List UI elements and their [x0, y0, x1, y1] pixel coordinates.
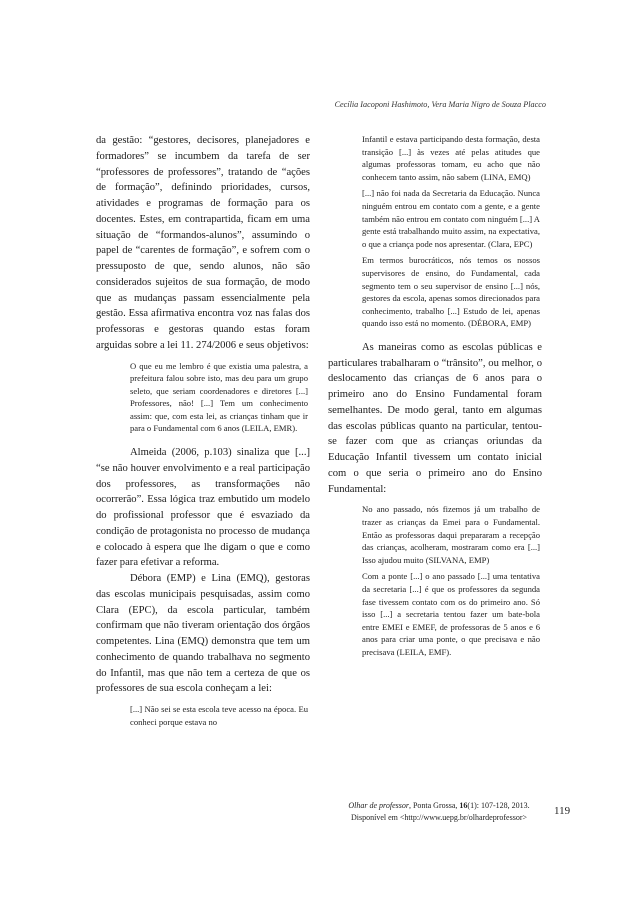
left-column — [96, 133, 310, 728]
quote-text: [...] Não sei se esta escola teve acesso na época. Eu conheci porque estava no — [130, 704, 308, 727]
quote-text: No ano passado, nós fizemos já um trabalho de trazer as crianças da Emei para o Fundamental. Então as professoras daqui prepararam a recepção das crianças, acolheram, mostraram como era [...] Isso ajudou muito (SILVANA, EMP) — [362, 504, 540, 565]
journal-volume: 16 — [459, 801, 468, 810]
right-column — [328, 133, 542, 659]
body-paragraph: As maneiras como as escolas públicas e particulares trabalharam o “trânsito”, ou melhor, o deslocamento das crianças de 6 anos para o primeiro ano do Ensino Fundamental foram semelhantes. De modo geral, tanto em algumas das escolas públicas quanto na particular, tentou-se fazer com que as crianças oriundas da Educação Infantil tivessem um contato inicial com o que seria o primeiro ano do Ensino Fundamental: — [328, 341, 542, 495]
block-quote — [328, 133, 542, 330]
block-quote — [96, 703, 310, 728]
quote-text: Infantil e estava participando desta formação, desta transição [...] às vezes até pelas atitudes que algumas professoras tomam, eu acho que não conhecem tanto assim, não sabem (LINA, EMQ) — [362, 134, 540, 182]
quote-text: Em termos burocráticos, nós temos os nossos supervisores de ensino, do Fundamental, cada segmento tem o seu supervisor de ensino [...] nós, gestores da escola, apenas somos direcionados para conhecimento, trabalho [...] Estudo de lei, apenas quando isso está no momento. (DÉBORA, EMP) — [362, 255, 540, 329]
body-paragraph: Almeida (2006, p.103) sinaliza que [...] “se não houver envolvimento e a real participação dos professores, as transformações não ocorrerão”. Essa lógica traz embutido um modelo do profissional professor que é esvaziado da condição de protagonista no processo de mudança e colocado à espera que lhe digam o que e como fazer para efetivar a reforma. — [96, 447, 310, 569]
journal-location: , Ponta Grossa, — [408, 801, 460, 810]
quote-text: [...] não foi nada da Secretaria da Educação. Nunca ninguém entrou em contato com a gente, e a gente também não entrou em contato com ninguém [...] A gente está trabalhando muito assim, na expectativa, o que a criança pode nos apresentar. (Clara, EPC) — [362, 188, 540, 249]
footer-citation — [333, 800, 545, 824]
body-paragraph: Débora (EMP) e Lina (EMQ), gestoras das escolas municipais pesquisadas, assim como Clara (EPC), da escola particular, também confirmam que não tiveram orientação dos órgãos competentes. Lina (EMQ) demonstra que tem um conhecimento de quando trabalhava no segmento do Infantil, mas que não tem a certeza de que os professores de sua escola conheçam a lei: — [96, 573, 310, 695]
quote-text: Com a ponte [...] o ano passado [...] uma tentativa da secretaria [...] é que os professores da segunda fase tivessem contato com os do primeiro ano. Só isso [...] a secretaria tentou fazer um bate-bola entre EMEI e EMEF, de professoras de 5 anos e 6 anos para criar uma ponte, o que precisava e não precisava (LEILA, EMF). — [362, 571, 540, 657]
journal-title: Olhar de professor — [348, 801, 409, 810]
block-quote — [96, 360, 310, 436]
running-header-authors: Cecília Iacoponi Hashimoto, Vera Maria Nigro de Souza Placco — [334, 100, 546, 109]
citation-line — [333, 800, 545, 812]
quote-text: O que eu me lembro é que existia uma palestra, a prefeitura falou sobre isto, mas deu para um grupo seleto, que seriam coordenadores e diretores [...] Professores, não! [...] Tem um conhecimento assim: que, com esta lei, as crianças tinham que ir para o Fundamental com 6 anos (LEILA, EMR). — [130, 360, 308, 434]
body-paragraph: da gestão: “gestores, decisores, planejadores e formadores” se incumbem da tarefa de ser “professores de professores”, tratando de “ações de formação”, definindo prioridades, cursos, atividades e programas de formação para os docentes. Estes, em contrapartida, ficam em uma situação de “formandos-alunos”, assumindo o papel de “carentes de formação”, e sofrem com o pressuposto de que, sendo alunos, não são considerados sujeitos de sua formação, de modo que as mudanças passam essencialmente pela gestão. Essa afirmativa encontra voz nas falas dos professoras e gestoras quando estas foram arguidas sobre a lei 11. 274/2006 e seus objetivos: — [96, 135, 310, 351]
page-number: 119 — [554, 805, 571, 817]
availability-line: Disponível em <http://www.uepg.br/olhardeprofessor> — [350, 813, 528, 822]
journal-issue-pages: (1): 107-128, 2013. — [467, 801, 530, 810]
block-quote — [328, 503, 542, 658]
